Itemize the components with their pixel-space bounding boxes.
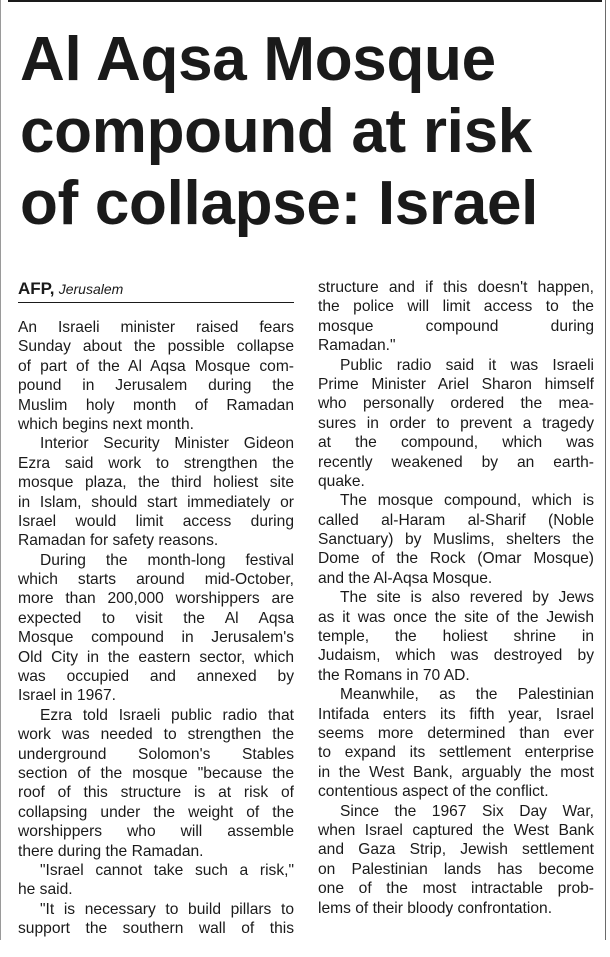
body-text-line: Sunday about the possible collapse	[18, 338, 294, 356]
right-border-rule	[605, 0, 606, 940]
body-text-line: of part of the Al Aqsa Mosque com-	[18, 357, 294, 375]
body-text-line: one of the most intractable prob-	[318, 880, 594, 898]
body-text-line: Ezra said work to strengthen the	[18, 454, 294, 472]
body-text-line: Ramadan."	[318, 337, 396, 355]
article-body-right	[318, 278, 594, 918]
body-text-line: Meanwhile, as the Palestinian	[340, 686, 594, 704]
body-text-line: section of the mosque "because the	[18, 764, 294, 782]
body-text-line: mosque compound during	[318, 317, 594, 335]
body-text-line: Israel would limit access during	[18, 512, 294, 530]
body-text-line: seems more determined than ever	[318, 724, 594, 742]
body-text-line: quake.	[318, 472, 365, 490]
headline-line: compound at risk	[20, 97, 532, 166]
top-border-rule	[8, 0, 602, 2]
body-text-line: who personally ordered the mea-	[318, 395, 594, 413]
body-text-line: Ezra told Israeli public radio that	[40, 706, 294, 724]
body-text-line: "It is necessary to build pillars to	[40, 900, 294, 918]
body-text-line: worshippers who will assemble	[18, 823, 294, 841]
article-column-right	[318, 278, 594, 918]
headline	[20, 24, 595, 240]
body-text-line: roof of this structure is at risk of	[18, 784, 294, 802]
body-text-line: Interior Security Minister Gideon	[40, 435, 294, 453]
body-text-line: work was needed to strengthen the	[18, 726, 294, 744]
article-column-left	[18, 278, 294, 939]
body-text-line: Israel in 1967.	[18, 687, 116, 705]
body-text-line: in the West Bank, arguably the most	[318, 763, 594, 781]
left-border-rule	[0, 0, 1, 940]
body-text-line: support the southern wall of this	[18, 920, 294, 938]
body-text-line: An Israeli minister raised fears	[18, 319, 294, 336]
body-text-line: which begins next month.	[18, 415, 194, 433]
headline-line: of collapse: Israel	[20, 169, 539, 238]
body-text-line: structure and if this doesn't happen,	[318, 279, 594, 296]
body-text-line: Sanctuary) by Muslims, shelters the	[318, 531, 594, 549]
body-text-line: there during the Ramadan.	[18, 842, 204, 860]
body-text-line: more than 200,000 worshippers are	[18, 590, 294, 608]
body-text-line: temple, the holiest shrine in	[318, 628, 594, 646]
body-text-line: Ramadan for safety reasons.	[18, 532, 219, 550]
body-text-line: on Palestinian lands has become	[318, 860, 594, 878]
body-text-line: Public radio said it was Israeli	[340, 356, 594, 374]
byline-divider	[18, 302, 294, 303]
body-text-line: "Israel cannot take such a risk,"	[40, 861, 294, 879]
body-text-line: The mosque compound, which is	[340, 492, 594, 510]
headline-line: Al Aqsa Mosque	[20, 25, 496, 94]
body-text-line: During the month-long festival	[40, 551, 294, 569]
body-text-line: in Islam, should start immediately or	[18, 493, 294, 511]
body-text-line: expected to visit the Al Aqsa	[18, 609, 294, 627]
body-text-line: pound in Jerusalem during the	[18, 377, 294, 395]
body-text-line: which starts around mid-October,	[18, 571, 294, 589]
body-text-line: Intifada enters its fifth year, Israel	[318, 705, 594, 723]
body-text-line: Old City in the eastern sector, which	[18, 648, 294, 666]
byline-agency: AFP,	[18, 279, 55, 298]
body-text-line: was occupied and annexed by	[18, 668, 294, 686]
body-text-line: called al-Haram al-Sharif (Noble	[318, 511, 594, 529]
body-text-line: and Gaza Strip, Jewish settlement	[318, 841, 594, 859]
body-text-line: The site is also revered by Jews	[340, 589, 594, 607]
body-text-line: Mosque compound in Jerusalem's	[18, 629, 294, 647]
body-text-line: Prime Minister Ariel Sharon himself	[318, 375, 594, 393]
body-text-line: the Romans in 70 AD.	[318, 666, 470, 684]
body-text-line: underground Solomon's Stables	[18, 745, 294, 763]
body-text-line: contentious aspect of the conflict.	[318, 783, 549, 801]
byline	[18, 278, 294, 300]
body-text-line: the police will limit access to the	[318, 298, 594, 316]
byline-place: Jerusalem	[58, 281, 124, 297]
body-text-line: sures in order to prevent a tragedy	[318, 414, 594, 432]
body-text-line: collapsing under the weight of the	[18, 803, 294, 821]
article-body-left	[18, 318, 294, 939]
body-text-line: to expand its settlement enterprise	[318, 744, 594, 762]
body-text-line: Judaism, which was destroyed by	[318, 647, 594, 665]
body-text-line: at the compound, which was	[318, 434, 594, 452]
body-text-line: lems of their bloody confrontation.	[318, 899, 553, 917]
body-text-line: recently weakened by an earth-	[318, 453, 594, 471]
body-text-line: mosque plaza, the third holiest site	[18, 474, 294, 492]
body-text-line: he said.	[18, 881, 73, 899]
body-text-line: when Israel captured the West Bank	[318, 821, 594, 839]
body-text-line: as it was once the site of the Jewish	[318, 608, 594, 626]
body-text-line: and the Al-Aqsa Mosque.	[318, 569, 493, 587]
body-text-line: Dome of the Rock (Omar Mosque)	[318, 550, 594, 568]
body-text-line: Muslim holy month of Ramadan	[18, 396, 294, 414]
body-text-line: Since the 1967 Six Day War,	[340, 802, 594, 820]
